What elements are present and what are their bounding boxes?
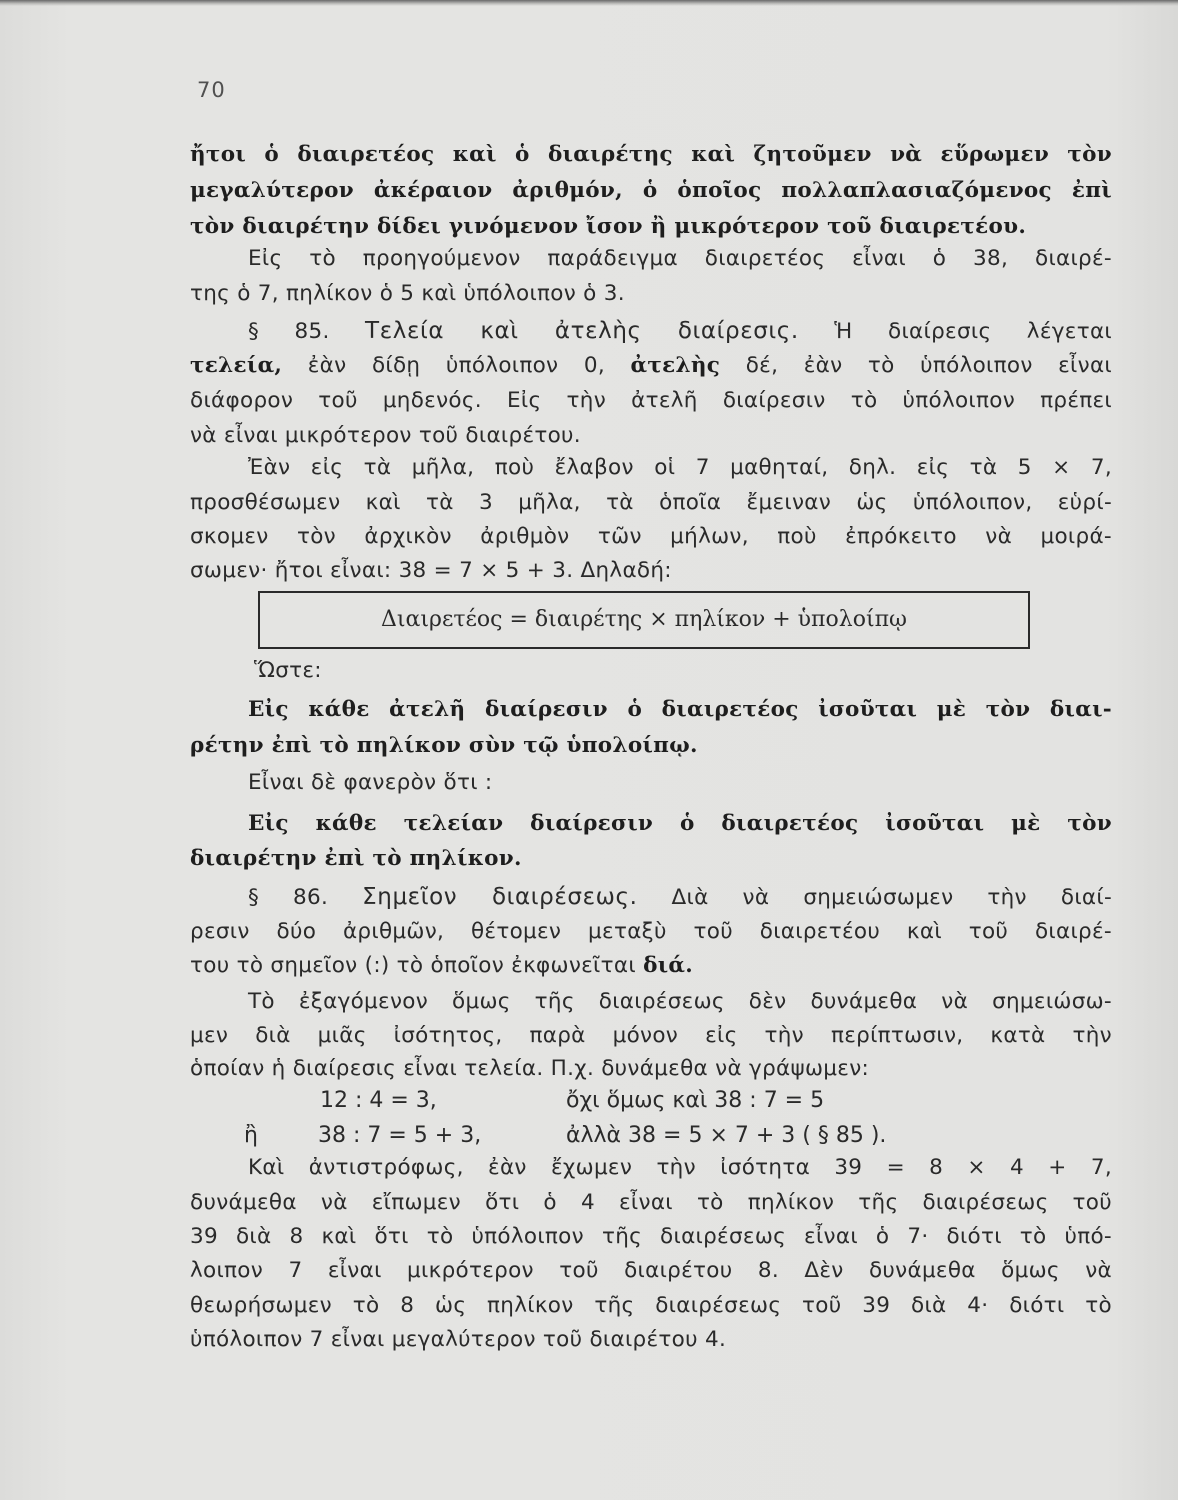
- apples-line: σκομεν τὸν ἀρχικὸν ἀριθμὸν τῶν μήλων, ποὺ ἐπρόκειτο νὰ μοιρά-: [190, 524, 1112, 549]
- term-dia: διά.: [643, 953, 694, 978]
- page-number: 70: [197, 78, 226, 102]
- section-85-line: νὰ εἶναι μικρότερον τοῦ διαιρέτου.: [190, 423, 581, 448]
- section-85-line: [190, 348, 1112, 384]
- conversely-line: 39 διὰ 8 καὶ ὅτι τὸ ὑπόλοιπον τῆς διαιρέσεως εἶναι ὁ 7· διότι τὸ ὑπό-: [190, 1224, 1112, 1249]
- result-line: μεν διὰ μιᾶς ἰσότητος, παρὰ μόνον εἰς τὴν περίπτωσιν, κατὰ τὴν: [190, 1023, 1112, 1048]
- conversely-line: ὑπόλοιπον 7 εἶναι μεγαλύτερον τοῦ διαιρέτου 4.: [190, 1327, 727, 1352]
- section-85-title: Τελεία καὶ ἀτελὴς διαίρεσις.: [365, 318, 799, 344]
- math-example: 38 : 7 = 5 + 3,: [318, 1123, 482, 1148]
- section-86-heading-line: [248, 879, 1112, 915]
- conversely-line: Καὶ ἀντιστρόφως, ἐὰν ἔχωμεν τὴν ἰσότητα 39 = 8 × 4 + 7,: [248, 1155, 1112, 1180]
- hoste-text: Ὥστε:: [254, 658, 322, 683]
- apples-line: Ἐὰν εἰς τὰ μῆλα, ποὺ ἔλαβον οἱ 7 μαθηταί, δηλ. εἰς τὰ 5 × 7,: [248, 455, 1112, 480]
- example-line: Εἰς τὸ προηγούμενον παράδειγμα διαιρετέος εἶναι ὁ 38, διαιρέ-: [248, 246, 1112, 271]
- term-imperfect: ἀτελὴς: [630, 353, 721, 378]
- formula-box: [258, 591, 1030, 649]
- intro-line: ἤτοι ὁ διαιρετέος καὶ ὁ διαιρέτης καὶ ζητοῦμεν νὰ εὕρωμεν τὸν: [190, 142, 1112, 167]
- section-86-text: του τὸ σημεῖον (:) τὸ ὁποῖον ἐκφωνεῖται: [190, 953, 636, 978]
- section-85-text: ἐὰν δίδῃ ὑπόλοιπον 0,: [307, 353, 605, 378]
- section-86-line: [190, 948, 1112, 984]
- example-line: της ὁ 7, πηλίκον ὁ 5 καὶ ὑπόλοιπον ὁ 3.: [190, 281, 625, 306]
- result-line: Τὸ ἐξαγόμενον ὅμως τῆς διαιρέσεως δὲν δυνάμεθα νὰ σημειώσω-: [248, 989, 1112, 1014]
- term-perfect: τελεία,: [190, 353, 283, 378]
- section-85-heading-line: [248, 313, 1112, 349]
- scan-edge: [0, 0, 1178, 6]
- math-example: 12 : 4 = 3,: [320, 1088, 437, 1113]
- section-85-text: Ἡ διαίρεσις λέγεται: [834, 319, 1112, 344]
- conversely-line: λοιπον 7 εἶναι μικρότερον τοῦ διαιρέτου 8. Δὲν δυνάμεθα ὅμως νὰ: [190, 1258, 1112, 1283]
- rule-imperfect-line: ρέτην ἐπὶ τὸ πηλίκον σὺν τῷ ὑπολοίπῳ.: [190, 733, 698, 758]
- section-86-line: ρεσιν δύο ἀριθμῶν, θέτομεν μεταξὺ τοῦ διαιρετέου καὶ τοῦ διαιρέ-: [190, 919, 1112, 944]
- formula-text: Διαιρετέος = διαιρέτης × πηλίκον + ὑπολοίπῳ: [381, 607, 907, 632]
- rule-perfect-line: Εἰς κάθε τελείαν διαίρεσιν ὁ διαιρετέος ἰσοῦται μὲ τὸν: [248, 811, 1112, 836]
- math-or: ἢ: [244, 1123, 258, 1148]
- apples-line: προσθέσωμεν καὶ τὰ 3 μῆλα, τὰ ὁποῖα ἔμειναν ὡς ὑπόλοιπον, εὑρί-: [190, 490, 1112, 515]
- section-85-text: δέ, ἐὰν τὸ ὑπόλοιπον εἶναι: [745, 353, 1112, 378]
- rule-perfect-line: διαιρέτην ἐπὶ τὸ πηλίκον.: [190, 846, 522, 871]
- result-line: ὁποίαν ἡ διαίρεσις εἶναι τελεία. Π.χ. δυνάμεθα νὰ γράψωμεν:: [190, 1056, 870, 1081]
- section-86-number: § 86.: [248, 885, 329, 910]
- section-86-title: Σημεῖον διαιρέσεως.: [362, 884, 638, 910]
- obvious-text: Εἶναι δὲ φανερὸν ὅτι :: [248, 770, 493, 795]
- math-example: ἀλλὰ 38 = 5 × 7 + 3 ( § 85 ).: [566, 1123, 887, 1148]
- conversely-line: δυνάμεθα νὰ εἴπωμεν ὅτι ὁ 4 εἶναι τὸ πηλίκον τῆς διαιρέσεως τοῦ: [190, 1190, 1112, 1215]
- conversely-line: θεωρήσωμεν τὸ 8 ὡς πηλίκον τῆς διαιρέσεως τοῦ 39 διὰ 4· διότι τὸ: [190, 1293, 1112, 1318]
- intro-line: τὸν διαιρέτην δίδει γινόμενον ἴσον ἢ μικρότερον τοῦ διαιρετέου.: [190, 214, 1027, 239]
- section-86-text: Διὰ νὰ σημειώσωμεν τὴν διαί-: [671, 885, 1112, 910]
- section-85-line: διάφορον τοῦ μηδενός. Εἰς τὴν ἀτελῆ διαίρεσιν τὸ ὑπόλοιπον πρέπει: [190, 388, 1112, 413]
- intro-line: μεγαλύτερον ἀκέραιον ἀριθμόν, ὁ ὁποῖος πολλαπλασιαζόμενος ἐπὶ: [190, 178, 1112, 203]
- rule-imperfect-line: Εἰς κάθε ἀτελῆ διαίρεσιν ὁ διαιρετέος ἰσοῦται μὲ τὸν διαι-: [248, 697, 1112, 722]
- apples-line: σωμεν· ἤτοι εἶναι: 38 = 7 × 5 + 3. Δηλαδή:: [190, 558, 672, 583]
- section-85-number: § 85.: [248, 319, 330, 344]
- math-example: ὄχι ὅμως καὶ 38 : 7 = 5: [566, 1088, 825, 1113]
